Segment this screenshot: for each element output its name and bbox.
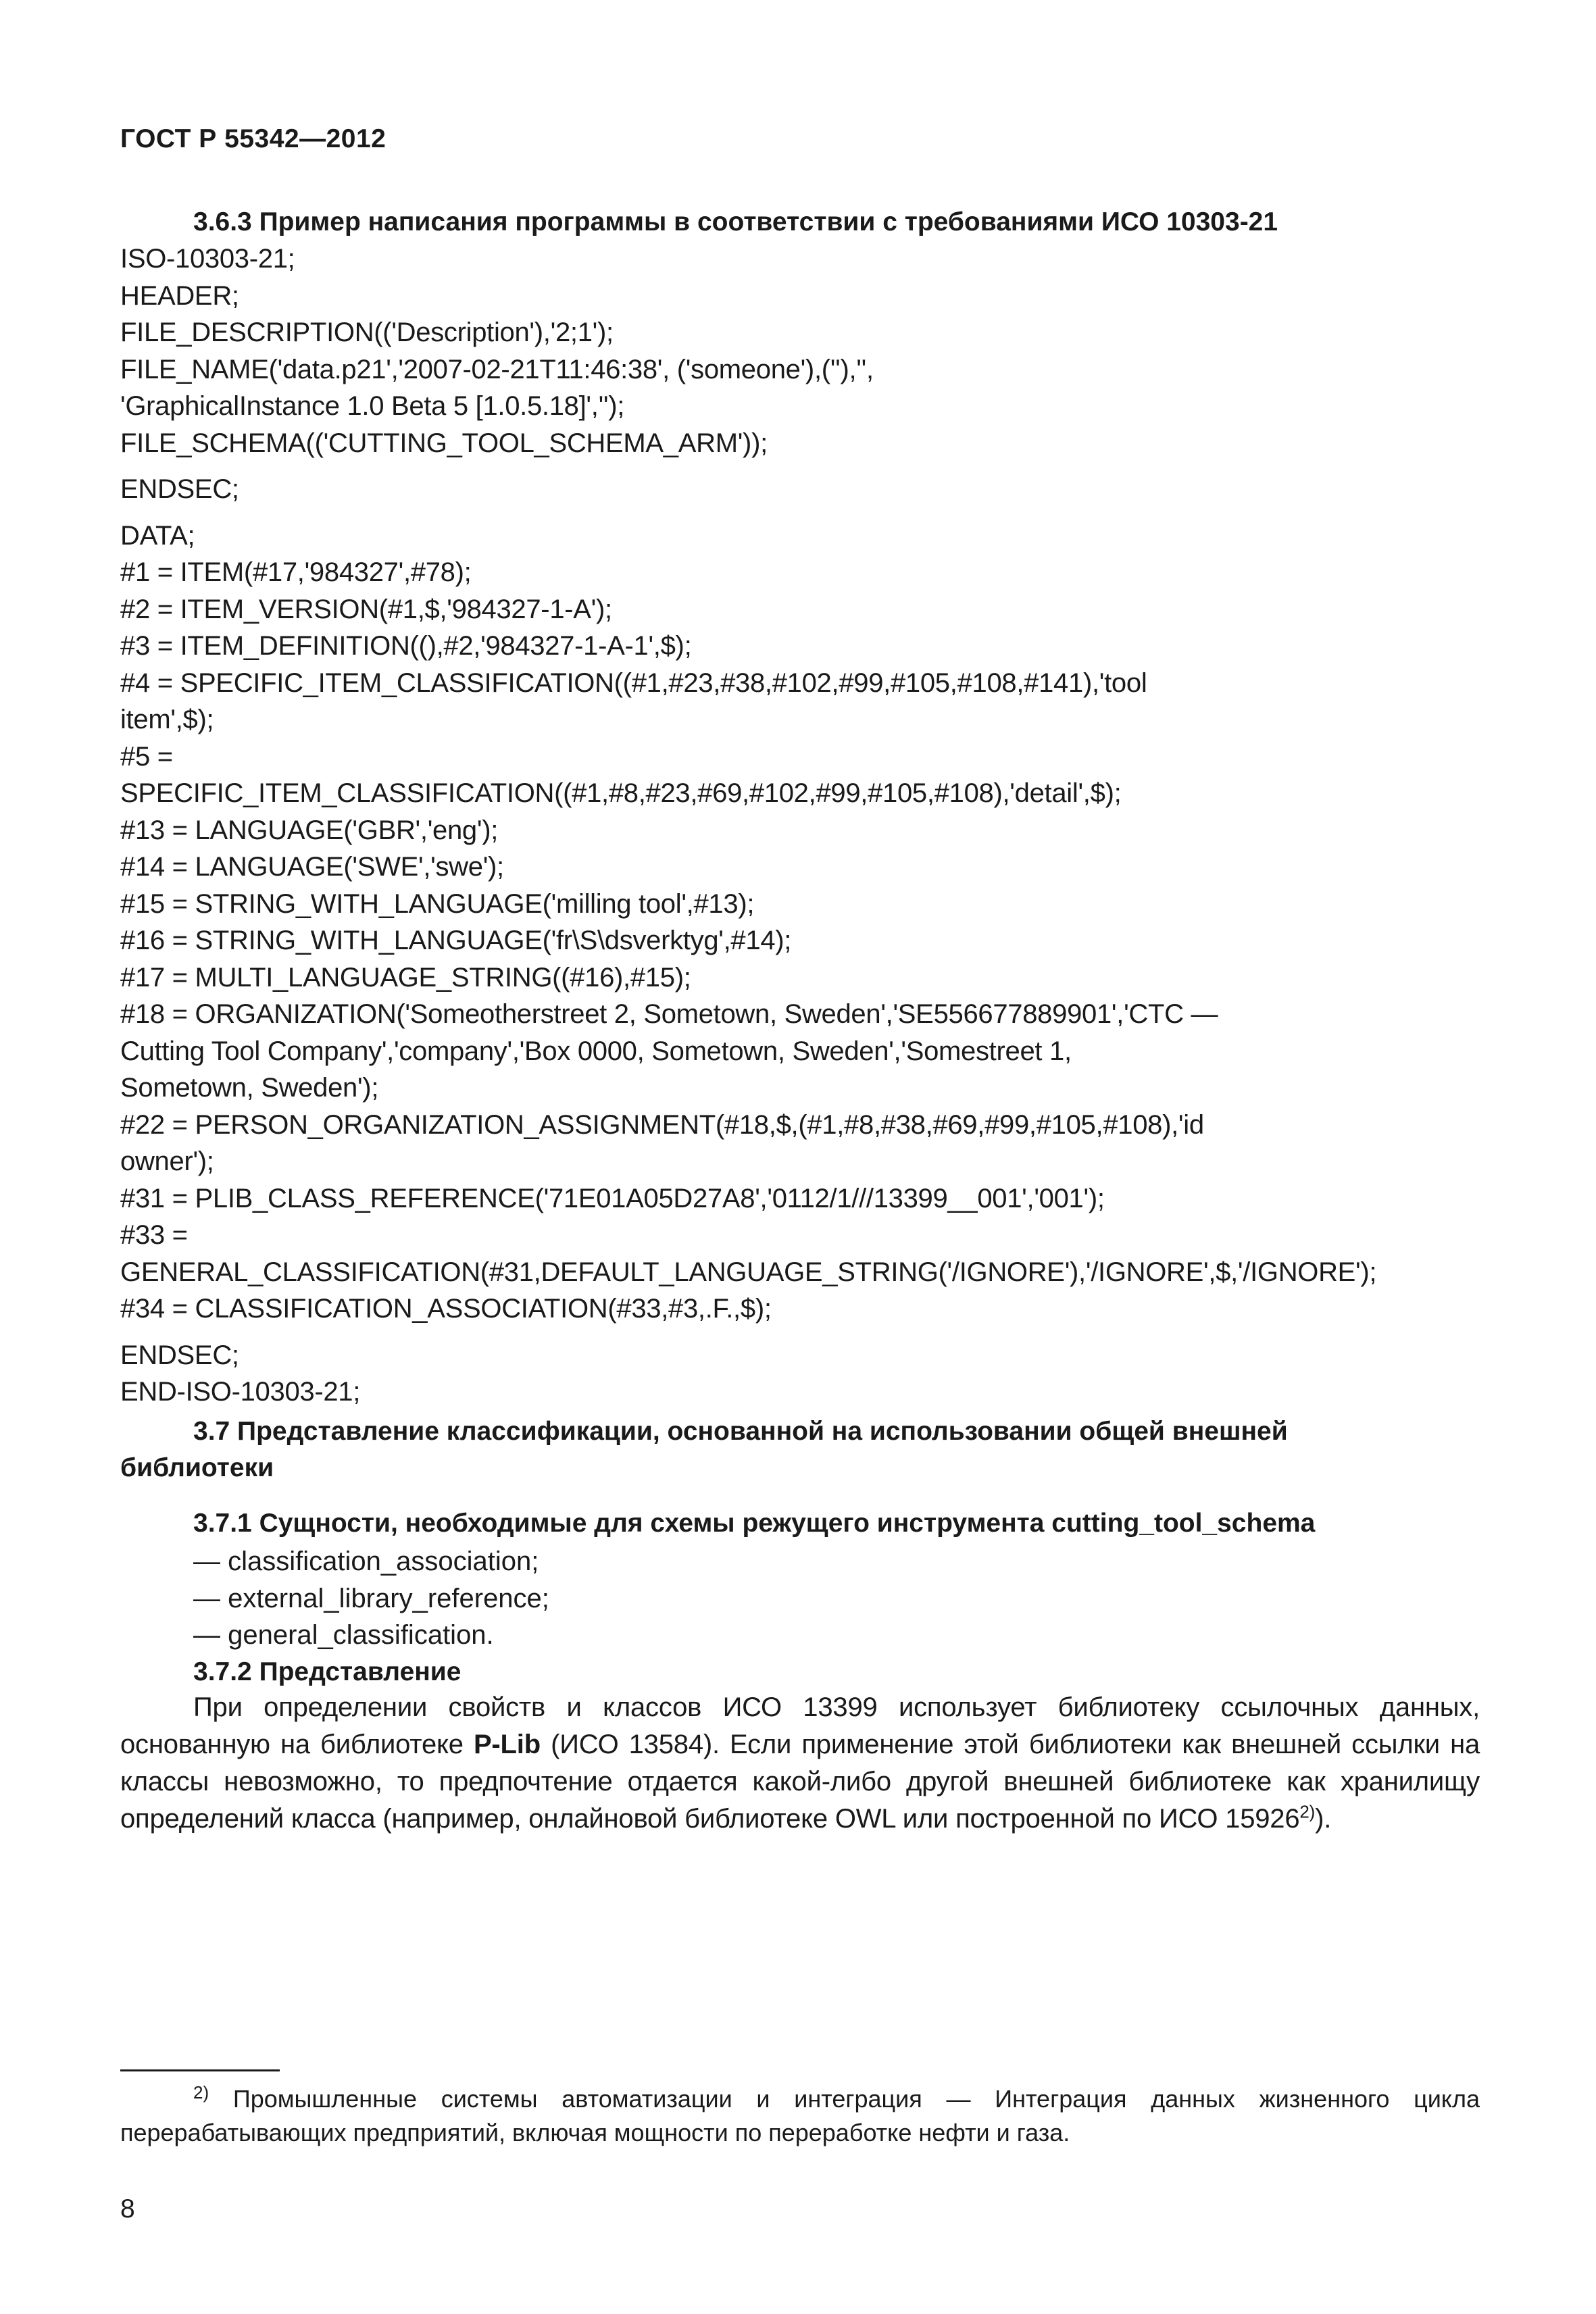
code-line: item',$); [120, 705, 214, 734]
paragraph-text: (ИСО 13584). Если применение этой библиотеки как внешней ссылки на классы невозможно, то предпочтение отдается какой-либо другой внешней библиотеке как хранилищу определений класса (например, онлайновой библиотеке OWL или построенной по ИСО 15926 [120, 1730, 1480, 1834]
footnote-text: Промышленные системы автоматизации и интеграция — Интеграция данных жизненного цикла перерабатывающих предприятий, включая мощности по переработке нефти и газа. [120, 2085, 1480, 2146]
footnote-reference: 2) [1299, 1801, 1316, 1822]
code-line: FILE_SCHEMA(('CUTTING_TOOL_SCHEMA_ARM')); [120, 428, 768, 458]
code-line: #15 = STRING_WITH_LANGUAGE('milling tool',#13); [120, 888, 755, 919]
code-line: #17 = MULTI_LANGUAGE_STRING((#16),#15); [120, 962, 691, 992]
code-line: #1 = ITEM(#17,'984327',#78); [120, 557, 472, 587]
code-header-section [120, 241, 1485, 461]
section-3-7-title-line2: библиотеки [120, 1453, 274, 1482]
page-number: 8 [120, 2194, 135, 2223]
code-line: owner'); [120, 1147, 214, 1176]
code-line: GENERAL_CLASSIFICATION(#31,DEFAULT_LANGUAGE_STRING('/IGNORE'),'/IGNORE',$,'/IGNORE'); [120, 1257, 1377, 1287]
code-line: #14 = LANGUAGE('SWE','swe'); [120, 852, 504, 882]
list-item: — classification_association; [193, 1546, 539, 1576]
code-line: Sometown, Sweden'); [120, 1073, 379, 1103]
section-3-7-2-paragraph [120, 1689, 1480, 1838]
code-line: #16 = STRING_WITH_LANGUAGE('fr\S\dsverktyg',#14); [120, 926, 792, 955]
code-line: #31 = PLIB_CLASS_REFERENCE('71E01A05D27A8','0112/1///13399__001','001'); [120, 1183, 1105, 1213]
paragraph-text: При определении свойств и классов ИСО 13399 использует библиотеку ссылочных данных, основанную на библиотеке [120, 1692, 1480, 1759]
code-line: #33 = [120, 1220, 188, 1250]
code-line: 'GraphicalInstance 1.0 Beta 5 [1.0.5.18]',''); [120, 391, 625, 421]
section-3-7-title [120, 1413, 1477, 1486]
code-line: #18 = ORGANIZATION('Someotherstreet 2, Sometown, Sweden','SE556677889901','CTC — [120, 999, 1218, 1029]
footnote [120, 2082, 1480, 2150]
code-line: END-ISO-10303-21; [120, 1377, 361, 1407]
code-line: #22 = PERSON_ORGANIZATION_ASSIGNMENT(#18,$,(#1,#8,#38,#69,#99,#105,#108),'id [120, 1109, 1204, 1140]
code-line: #3 = ITEM_DEFINITION((),#2,'984327-1-A-1',$); [120, 631, 692, 661]
section-3-7-2-title: 3.7.2 Представление [193, 1657, 462, 1686]
code-line: ISO-10303-21; [120, 244, 295, 274]
code-line: #5 = [120, 741, 173, 772]
code-line: FILE_DESCRIPTION(('Description'),'2;1'); [120, 318, 614, 347]
footnote-marker: 2) [193, 2082, 209, 2103]
code-line: #2 = ITEM_VERSION(#1,$,'984327-1-A'); [120, 594, 612, 624]
step-code-block [120, 241, 1485, 1411]
code-line: #4 = SPECIFIC_ITEM_CLASSIFICATION((#1,#23,#38,#102,#99,#105,#108,#141),'tool [120, 668, 1147, 698]
paragraph-text: ). [1315, 1804, 1332, 1834]
code-line: #34 = CLASSIFICATION_ASSOCIATION(#33,#3,.F.,$); [120, 1294, 772, 1324]
section-3-7-1-title: 3.7.1 Сущности, необходимые для схемы режущего инструмента cutting_tool_schema [193, 1509, 1316, 1538]
code-line: ENDSEC; [120, 474, 239, 504]
code-line: ENDSEC; [120, 1340, 239, 1370]
list-item: — external_library_reference; [193, 1583, 549, 1613]
code-line: SPECIFIC_ITEM_CLASSIFICATION((#1,#8,#23,#69,#102,#99,#105,#108),'detail',$); [120, 778, 1122, 808]
section-3-7-title-line1: 3.7 Представление классификации, основанной на использовании общей внешней [193, 1417, 1288, 1446]
entity-list [193, 1543, 549, 1654]
code-line: Cutting Tool Company','company','Box 0000, Sometown, Sweden','Somestreet 1, [120, 1036, 1072, 1066]
code-line: #13 = LANGUAGE('GBR','eng'); [120, 815, 499, 845]
code-line: FILE_NAME('data.p21','2007-02-21T11:46:38', ('someone'),(''),'', [120, 354, 874, 384]
code-data-section [120, 518, 1485, 1328]
footnote-separator [120, 2069, 280, 2071]
section-3-6-3-title: 3.6.3 Пример написания программы в соответствии с требованиями ИСО 10303-21 [193, 207, 1278, 236]
plib-term: P-Lib [473, 1730, 541, 1759]
list-item: — general_classification. [193, 1620, 494, 1650]
code-line: HEADER; [120, 280, 239, 311]
standard-header: ГОСТ Р 55342—2012 [120, 124, 386, 153]
code-line: DATA; [120, 520, 195, 551]
